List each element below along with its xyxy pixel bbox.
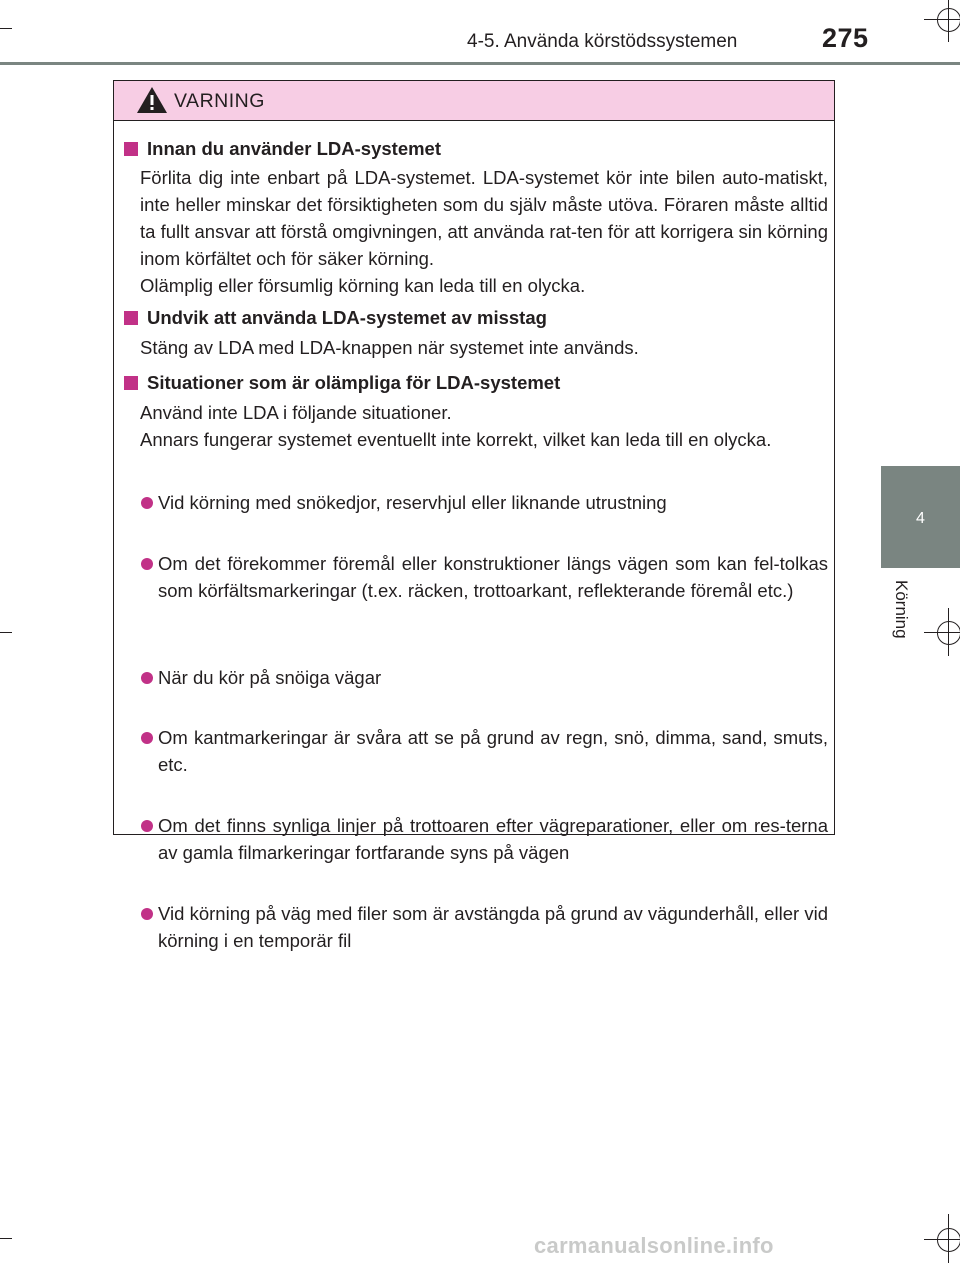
round-bullet-icon	[141, 558, 153, 570]
list-item	[138, 724, 828, 778]
list-item	[138, 664, 828, 691]
list-item-text: När du kör på snöiga vägar	[158, 667, 382, 688]
section-heading-text: Innan du använder LDA-systemet	[147, 138, 442, 159]
header-rule	[0, 62, 960, 65]
paragraph: Annars fungerar systemet eventuellt inte korrekt, vilket kan leda till en olycka.	[140, 429, 772, 450]
chapter-tab	[881, 466, 960, 568]
section-heading	[124, 306, 547, 330]
round-bullet-icon	[141, 908, 153, 920]
list-item	[138, 812, 828, 866]
paragraph: Stäng av LDA med LDA-knappen när systemet inte används.	[140, 337, 639, 358]
square-bullet-icon	[124, 376, 138, 390]
list-item-text: Om det förekommer föremål eller konstruktioner längs vägen som kan fel-tolkas som körfältsmarkeringar (t.ex. räcken, trottoarkant, reflekterande föremål etc.)	[158, 553, 828, 601]
list-item-text: Vid körning på väg med filer som är avstängda på grund av vägunderhåll, eller vid körning i en temporär fil	[158, 903, 828, 951]
round-bullet-icon	[141, 820, 153, 832]
chapter-tab-number: 4	[916, 510, 925, 527]
list-item	[138, 550, 828, 604]
paragraph: Förlita dig inte enbart på LDA-systemet. LDA-systemet kör inte bilen auto-matiskt, inte heller minskar det försiktigheten som du själv måste utöva. Föraren måste alltid ta fullt ansvar att förstå omgivningen, att använda rat-ten för att korrigera sin körning inom körfältet och för säker körning.	[140, 167, 828, 269]
warning-box	[113, 80, 835, 951]
round-bullet-icon	[141, 497, 153, 509]
warning-header	[114, 81, 834, 121]
section-heading-text: Situationer som är olämpliga för LDA-systemet	[147, 372, 561, 393]
paragraph: Använd inte LDA i följande situationer.	[140, 402, 452, 423]
section-heading-text: Undvik att använda LDA-systemet av misstag	[147, 307, 547, 328]
warning-title: VARNING	[174, 90, 265, 112]
list-item-text: Om det finns synliga linjer på trottoaren efter vägreparationer, eller om res-terna av gamla filmarkeringar fortfarande syns på vägen	[158, 815, 828, 863]
square-bullet-icon	[124, 311, 138, 325]
list-item-text: Vid körning med snökedjor, reservhjul eller liknande utrustning	[158, 492, 667, 513]
list-item	[138, 900, 828, 954]
round-bullet-icon	[141, 732, 153, 744]
square-bullet-icon	[124, 142, 138, 156]
running-header-section: 4-5. Använda körstödssystemen	[467, 31, 738, 52]
list-item	[138, 489, 828, 516]
round-bullet-icon	[141, 672, 153, 684]
page-number: 275	[822, 23, 869, 53]
section-heading	[124, 371, 560, 395]
warning-triangle-icon	[136, 85, 168, 115]
chapter-tab-label: Körning	[892, 580, 911, 639]
list-item-text: Om kantmarkeringar är svåra att se på grund av regn, snö, dimma, sand, smuts, etc.	[158, 727, 828, 775]
paragraph: Olämplig eller försumlig körning kan leda till en olycka.	[140, 275, 586, 296]
watermark: carmanualsonline.info	[534, 1233, 774, 1258]
section-heading	[124, 137, 441, 161]
